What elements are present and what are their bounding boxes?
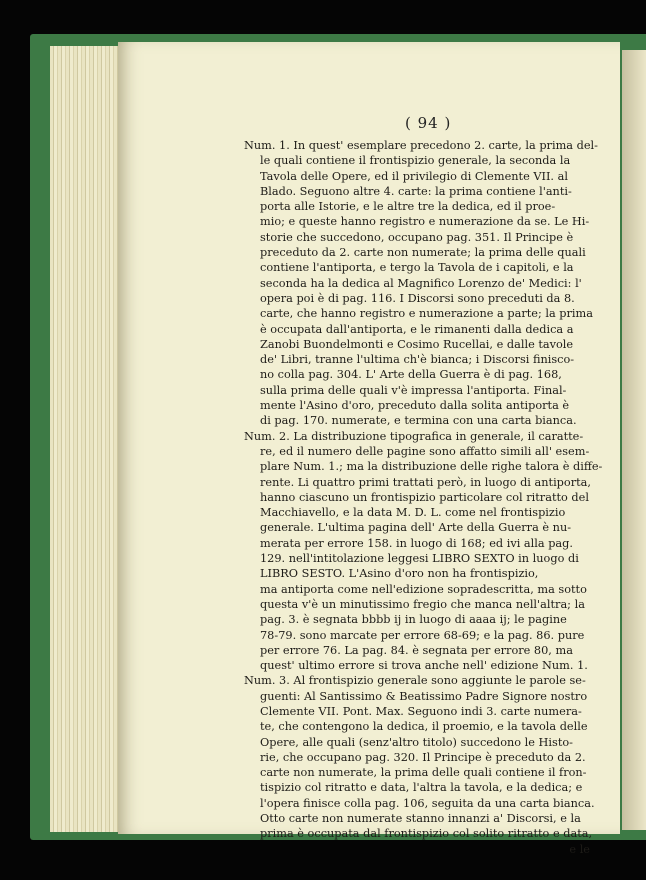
text-line: plare Num. 1.; ma la distribuzione delle righe talora è diffe-: [260, 460, 603, 474]
text-line: questa v'è un minutissimo fregio che manca nell'altra; la: [260, 597, 585, 611]
text-line: Opere, alle quali (senz'altro titolo) succedono le Histo-: [260, 735, 573, 749]
text-line: ma antiporta come nell'edizione sopradescritta, ma sotto: [260, 582, 587, 596]
text-line: di pag. 170. numerate, e termina con una carta bianca.: [260, 414, 577, 428]
text-line: Otto carte non numerate stanno innanzi a' Discorsi, e la: [260, 812, 581, 826]
text-line: le quali contiene il frontispizio generale, la seconda la: [260, 154, 571, 168]
text-line: seconda ha la dedica al Magnifico Lorenzo de' Medici: l': [260, 276, 582, 290]
text-line: guenti: Al Santissimo & Beatissimo Padre Signore nostro: [260, 689, 588, 703]
text-line: porta alle Istorie, e le altre tre la dedica, ed il proe-: [260, 200, 556, 214]
text-line: storie che succedono, occupano pag. 351. Il Principe è: [260, 230, 574, 244]
text-line: prima è occupata dal frontispizio col solito ritratto e data,: [260, 827, 593, 841]
text-line: 78-79. sono marcate per errore 68-69; e la pag. 86. pure: [260, 628, 585, 642]
text-line: Macchiavello, e la data M. D. L. come nel frontispizio: [260, 506, 566, 520]
body-text: [244, 138, 603, 857]
text-line: carte non numerate, la prima delle quali contiene il fron-: [260, 766, 587, 780]
text-line: Tavola delle Opere, ed il privilegio di Clemente VII. al: [260, 169, 568, 183]
text-line: rie, che occupano pag. 320. Il Principe è preceduto da 2.: [260, 750, 586, 764]
text-line: merata per errore 158. in luogo di 168; ed ivi alla pag.: [260, 536, 573, 550]
text-line: de' Libri, tranne l'ultima ch'è bianca; i Discorsi finisco-: [260, 353, 575, 367]
text-line: Blado. Seguono altre 4. carte: la prima contiene l'anti-: [260, 184, 572, 198]
text-line: no colla pag. 304. L' Arte della Guerra è di pag. 168,: [260, 368, 562, 382]
text-line: Clemente VII. Pont. Max. Seguono indi 3. carte numera-: [260, 704, 582, 718]
text-line: mio; e queste hanno registro e numerazione da se. Le Hi-: [260, 215, 590, 229]
text-line: tispizio col ritratto e data, l'altra la tavola, e la dedica; e: [260, 781, 583, 795]
text-line: contiene l'antiporta, e tergo la Tavola de i capitoli, e la: [260, 261, 574, 275]
text-line: LIBRO SESTO. L'Asino d'oro non ha frontispizio,: [260, 567, 539, 581]
text-line: Zanobi Buondelmonti e Cosimo Rucellai, e dalle tavole: [260, 337, 574, 351]
text-line: è occupata dall'antiporta, e le rimanenti dalla dedica a: [260, 322, 574, 336]
text-line: hanno ciascuno un frontispizio particolare col ritratto del: [260, 490, 589, 504]
facing-page-edge: [622, 50, 646, 830]
text-line: rente. Li quattro primi trattati però, in luogo di antiporta,: [260, 475, 591, 489]
catchword: e le: [569, 842, 590, 856]
text-line: generale. L'ultima pagina dell' Arte della Guerra è nu-: [260, 521, 572, 535]
text-line: carte, che hanno registro e numerazione a parte; la prima: [260, 307, 593, 321]
page-number: ( 94 ): [405, 114, 452, 132]
text-line: preceduto da 2. carte non numerate; la prima delle quali: [260, 246, 586, 260]
text-line: opera poi è di pag. 116. I Discorsi sono preceduti da 8.: [260, 291, 575, 305]
text-line: Num. 2. La distribuzione tipografica in generale, il caratte-: [244, 429, 584, 443]
text-line: l'opera finisce colla pag. 106, seguita da una carta bianca.: [260, 796, 595, 810]
text-line: te, che contengono la dedica, il proemio, e la tavola delle: [260, 720, 588, 734]
text-line: 129. nell'intitolazione leggesi LIBRO SEXTO in luogo di: [260, 552, 579, 566]
text-line: quest' ultimo errore si trova anche nell' edizione Num. 1.: [260, 659, 588, 673]
text-line: re, ed il numero delle pagine sono affatto simili all' esem-: [260, 444, 590, 458]
text-line: Num. 3. Al frontispizio generale sono aggiunte le parole se-: [244, 674, 586, 688]
text-line: pag. 3. è segnata bbbb ij in luogo di aaaa ij; le pagine: [260, 613, 567, 627]
text-line: mente l'Asino d'oro, preceduto dalla solita antiporta è: [260, 399, 570, 413]
text-line: Num. 1. In quest' esemplare precedono 2. carte, la prima del-: [244, 139, 598, 152]
text-line: per errore 76. La pag. 84. è segnata per errore 80, ma: [260, 643, 573, 657]
text-line: sulla prima delle quali v'è impressa l'antiporta. Final-: [260, 383, 567, 397]
